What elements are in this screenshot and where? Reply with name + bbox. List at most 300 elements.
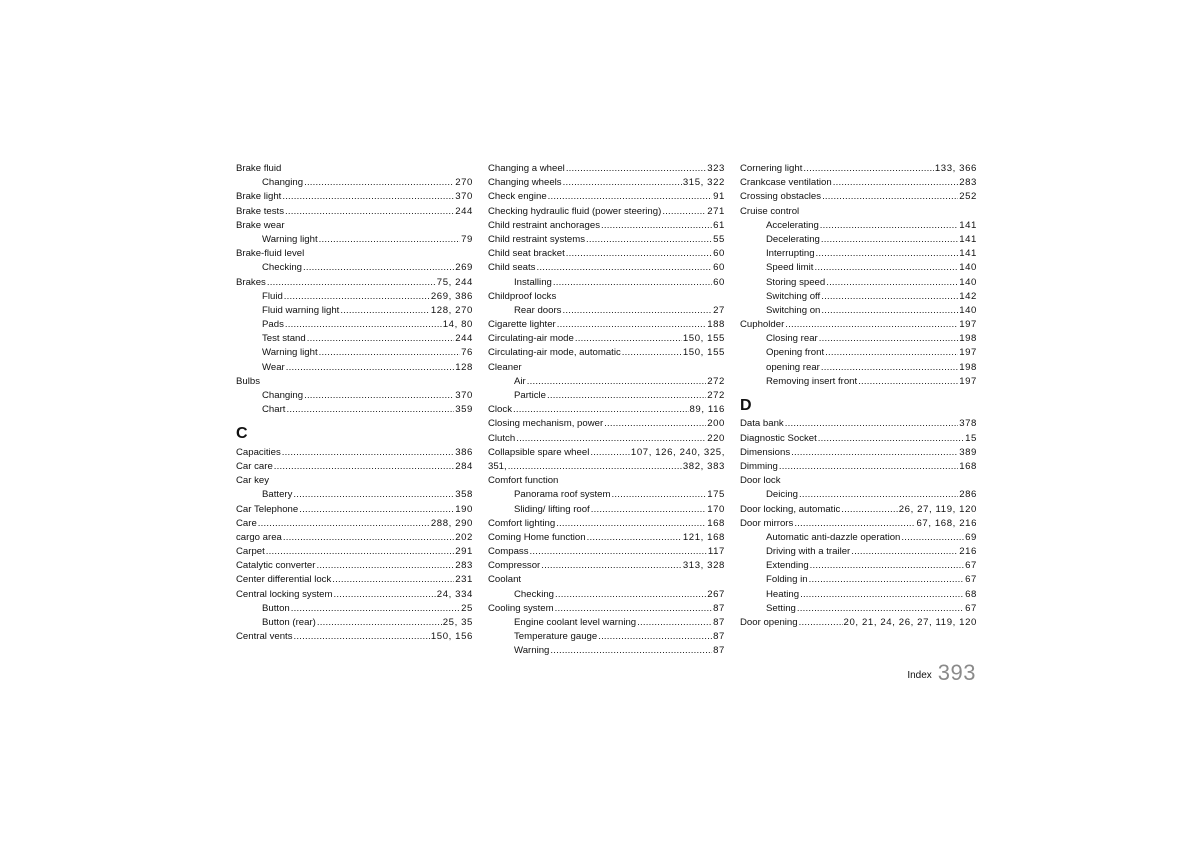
entry-label: Central locking system xyxy=(236,588,333,600)
entry-label: Changing a wheel xyxy=(488,163,565,174)
index-subentry xyxy=(236,361,473,375)
entry-label: Checking xyxy=(514,588,554,600)
dot-leader xyxy=(822,190,958,204)
page-reference: 141 xyxy=(959,233,977,245)
page-reference: 55 xyxy=(713,233,725,245)
dot-leader xyxy=(809,573,965,587)
page-reference: 25, 35 xyxy=(442,617,473,629)
index-entry xyxy=(740,318,977,332)
dot-leader xyxy=(267,276,436,290)
dot-leader xyxy=(820,219,958,233)
page-reference: 67, 168, 216 xyxy=(916,517,977,529)
dot-leader xyxy=(304,389,454,403)
dot-leader xyxy=(562,304,712,318)
index-entry xyxy=(236,559,473,573)
index-entry xyxy=(488,219,725,233)
dot-leader xyxy=(303,261,454,275)
entry-label: Data bank xyxy=(740,418,784,430)
index-entry xyxy=(488,602,725,616)
page-reference: 270 xyxy=(455,177,473,189)
page-reference: 140 xyxy=(959,304,977,316)
dot-leader xyxy=(779,460,958,474)
index-subentry xyxy=(740,219,977,233)
dot-leader xyxy=(810,559,964,573)
page-reference: 288, 290 xyxy=(430,517,473,529)
index-subentry xyxy=(740,290,977,304)
index-subentry xyxy=(236,389,473,403)
index-subentry xyxy=(236,304,473,318)
entry-label: Changing wheels xyxy=(488,177,562,189)
index-entry xyxy=(236,517,473,531)
entry-label: Car key xyxy=(236,475,270,487)
index-subentry xyxy=(740,247,977,261)
page-reference: 389 xyxy=(959,446,977,458)
entry-label: Panorama roof system xyxy=(514,489,611,501)
page-reference: 91 xyxy=(713,191,725,203)
entry-label: Closing mechanism, power xyxy=(488,418,604,430)
index-entry xyxy=(740,432,977,446)
entry-label: Pads xyxy=(262,319,284,331)
dot-leader xyxy=(575,332,682,346)
entry-label: Warning xyxy=(514,645,550,657)
entry-label: Central vents xyxy=(236,631,293,643)
entry-label: Brake fluid xyxy=(236,163,282,174)
index-entry xyxy=(488,346,725,360)
index-subentry xyxy=(236,332,473,346)
dot-leader xyxy=(285,318,442,332)
dot-leader xyxy=(797,602,964,616)
dot-leader xyxy=(553,276,712,290)
dot-leader xyxy=(851,545,958,559)
entry-label: Door mirrors xyxy=(740,517,794,529)
index-entry xyxy=(488,432,725,446)
page-reference: 140 xyxy=(959,262,977,274)
entry-label: Crossing obstacles xyxy=(740,191,822,203)
page-reference: 79 xyxy=(461,233,473,245)
index-entry xyxy=(488,545,725,559)
index-subentry xyxy=(236,318,473,332)
page-reference: 107, 126, 240, 325, xyxy=(630,446,725,458)
dot-leader xyxy=(821,361,958,375)
index-subentry xyxy=(740,531,977,545)
entry-label: Setting xyxy=(766,602,796,614)
entry-label: Compass xyxy=(488,546,529,558)
page-reference: 27 xyxy=(713,304,725,316)
page-reference: 252 xyxy=(959,191,977,203)
index-entry xyxy=(488,403,725,417)
entry-label: Carpet xyxy=(236,546,265,558)
dot-leader xyxy=(901,531,964,545)
index-entry xyxy=(488,531,725,545)
entry-label: Warning light xyxy=(262,347,318,359)
entry-label: Cupholder xyxy=(740,319,785,331)
dot-leader xyxy=(317,616,442,630)
entry-label: Cigarette lighter xyxy=(488,319,556,331)
index-subentry xyxy=(488,503,725,517)
entry-label: Air xyxy=(514,375,526,387)
page-reference: 313, 328 xyxy=(682,560,725,572)
page-reference: 25 xyxy=(461,602,473,614)
page-reference: 220 xyxy=(707,432,725,444)
page-reference: 67 xyxy=(965,560,977,572)
entry-label: Heating xyxy=(766,588,800,600)
page-reference: 61 xyxy=(713,219,725,231)
index-subentry xyxy=(488,389,725,403)
entry-label: Care xyxy=(236,517,257,529)
dot-leader xyxy=(284,290,430,304)
page-reference: 267 xyxy=(707,588,725,600)
entry-label: Temperature gauge xyxy=(514,631,598,643)
dot-leader xyxy=(286,403,454,417)
page-reference: 359 xyxy=(455,404,473,416)
index-subentry xyxy=(236,176,473,190)
index-entry xyxy=(488,474,725,488)
entry-label: Closing rear xyxy=(766,333,818,345)
entry-label: Circulating-air mode xyxy=(488,333,574,345)
page-reference: 358 xyxy=(455,489,473,501)
index-subentry xyxy=(488,375,725,389)
dot-leader xyxy=(800,588,964,602)
entry-label: Deicing xyxy=(766,489,798,501)
index-subentry xyxy=(740,545,977,559)
dot-leader xyxy=(821,233,958,247)
page-reference: 382, 383 xyxy=(682,460,725,472)
index-subentry xyxy=(740,602,977,616)
index-entry xyxy=(488,332,725,346)
dot-leader xyxy=(598,630,712,644)
index-subentry xyxy=(488,630,725,644)
dot-leader xyxy=(274,460,454,474)
dot-leader xyxy=(858,375,958,389)
page-reference: 67 xyxy=(965,602,977,614)
entry-label: Brake-fluid level xyxy=(236,248,305,260)
dot-leader xyxy=(591,503,706,517)
page-reference: 121, 168 xyxy=(682,531,725,543)
entry-label: Folding in xyxy=(766,574,808,586)
index-subentry xyxy=(740,559,977,573)
dot-leader xyxy=(293,488,454,502)
page-reference: 197 xyxy=(959,375,977,387)
entry-label: Storing speed xyxy=(766,276,826,288)
entry-label: Button (rear) xyxy=(262,617,316,629)
page-reference: 26, 27, 119, 120 xyxy=(898,503,977,515)
dot-leader xyxy=(316,559,454,573)
page-reference: 24, 334 xyxy=(436,588,473,600)
index-entry xyxy=(740,460,977,474)
index-subentry xyxy=(488,588,725,602)
index-subentry xyxy=(488,616,725,630)
index-entry xyxy=(236,573,473,587)
index-entry xyxy=(236,446,473,460)
index-subentry xyxy=(740,588,977,602)
index-entry xyxy=(236,375,473,389)
index-entry xyxy=(236,276,473,290)
index-entry xyxy=(740,417,977,431)
page-number: 393 xyxy=(937,660,976,685)
entry-label: Speed limit xyxy=(766,262,814,274)
index-entry xyxy=(740,517,977,531)
dot-leader xyxy=(841,503,898,517)
entry-label: Child restraint systems xyxy=(488,233,586,245)
entry-label: Diagnostic Socket xyxy=(740,432,817,444)
dot-leader xyxy=(556,517,706,531)
page-reference: 69 xyxy=(965,531,977,543)
entry-label: cargo area xyxy=(236,531,282,543)
dot-leader xyxy=(803,162,933,176)
index-column-2 xyxy=(488,162,725,659)
entry-label: Extending xyxy=(766,560,809,572)
entry-label: Checking hydraulic fluid (power steering) xyxy=(488,205,662,217)
entry-label: Switching off xyxy=(766,290,821,302)
page-reference: 133, 366 xyxy=(934,163,977,174)
entry-label: Collapsible spare wheel xyxy=(488,446,590,458)
page-reference: 202 xyxy=(455,531,473,543)
dot-leader xyxy=(304,176,454,190)
entry-label: Opening front xyxy=(766,347,825,359)
page-reference: 87 xyxy=(713,617,725,628)
index-entry xyxy=(236,503,473,517)
entry-label: Coming Home function xyxy=(488,531,586,543)
index-entry xyxy=(488,559,725,573)
entry-label: Warning light xyxy=(262,233,318,245)
page-reference: 87 xyxy=(713,631,725,643)
page-reference: 198 xyxy=(959,333,977,345)
entry-label: Comfort function xyxy=(488,475,559,487)
index-subentry xyxy=(488,276,725,290)
entry-label: Coolant xyxy=(488,574,522,586)
index-entry xyxy=(236,162,473,176)
index-entry xyxy=(740,616,977,630)
page-reference: 269, 386 xyxy=(430,290,473,302)
entry-label: Rear doors xyxy=(514,304,562,316)
page-reference: 60 xyxy=(713,276,725,288)
entry-label: Car Telephone xyxy=(236,503,299,515)
entry-label: Crankcase ventilation xyxy=(740,177,832,189)
index-subentry xyxy=(236,488,473,502)
page-reference: 150, 155 xyxy=(682,333,725,345)
dot-leader xyxy=(516,432,706,446)
index-entry xyxy=(236,588,473,602)
dot-leader xyxy=(548,190,712,204)
index-entry xyxy=(488,517,725,531)
dot-leader xyxy=(285,205,454,219)
dot-leader xyxy=(821,290,958,304)
index-subentry xyxy=(740,261,977,275)
index-subentry xyxy=(236,290,473,304)
dot-leader xyxy=(825,346,958,360)
index-subentry xyxy=(740,375,977,389)
page-reference: 141 xyxy=(959,248,977,260)
dot-leader xyxy=(334,588,436,602)
page-reference: 269 xyxy=(455,262,473,274)
index-subentry xyxy=(740,361,977,375)
page-reference: 60 xyxy=(713,262,725,274)
dot-leader xyxy=(282,190,454,204)
dot-leader xyxy=(794,517,915,531)
page-reference: 87 xyxy=(713,602,725,614)
page-reference: 198 xyxy=(959,361,977,373)
entry-label: Dimensions xyxy=(740,446,791,458)
page-reference: 140 xyxy=(959,276,977,288)
entry-label: Door locking, automatic xyxy=(740,503,841,515)
page-reference: 370 xyxy=(455,191,473,203)
page-footer xyxy=(880,660,976,686)
page-reference: 117 xyxy=(707,546,725,558)
index-subentry xyxy=(740,304,977,318)
dot-leader xyxy=(785,417,958,431)
section-letter-heading: D xyxy=(740,397,752,414)
page-reference: 20, 21, 24, 26, 27, 119, 120 xyxy=(843,617,977,629)
page-reference: 128, 270 xyxy=(430,304,473,316)
dot-leader xyxy=(258,517,430,531)
entry-label: Particle xyxy=(514,390,546,401)
page-reference: 370 xyxy=(455,390,473,401)
entry-label: Brake tests xyxy=(236,205,284,217)
index-entry xyxy=(488,318,725,332)
index-column-3 xyxy=(740,162,977,630)
dot-leader xyxy=(294,630,430,644)
entry-label: Capacities xyxy=(236,446,281,458)
entry-label: Comfort lighting xyxy=(488,517,556,529)
page-reference: 170 xyxy=(707,503,725,515)
index-subentry xyxy=(740,346,977,360)
dot-leader xyxy=(332,573,454,587)
entry-label: Installing xyxy=(514,276,552,288)
page-reference: 231 xyxy=(455,574,473,586)
entry-label: Clock xyxy=(488,404,512,416)
index-entry xyxy=(236,531,473,545)
dot-leader xyxy=(513,403,689,417)
dot-leader xyxy=(307,332,454,346)
dot-leader xyxy=(541,559,682,573)
page-reference: 68 xyxy=(965,588,977,600)
entry-label: Cooling system xyxy=(488,602,554,614)
entry-label: Cornering light xyxy=(740,163,803,174)
index-entry xyxy=(488,261,725,275)
index-entry xyxy=(236,219,473,233)
entry-label: Door lock xyxy=(740,475,781,487)
index-entry xyxy=(740,176,977,190)
page-reference: 60 xyxy=(713,248,725,260)
entry-label: Sliding/ lifting roof xyxy=(514,503,590,515)
dot-leader xyxy=(536,261,712,275)
dot-leader xyxy=(286,361,454,375)
page-reference: 386 xyxy=(455,446,473,458)
index-subentry xyxy=(488,644,725,658)
entry-label: Automatic anti-dazzle operation xyxy=(766,531,901,543)
index-entry xyxy=(488,290,725,304)
page-reference: 244 xyxy=(455,333,473,345)
page-reference: 197 xyxy=(959,347,977,359)
dot-leader xyxy=(821,304,958,318)
entry-label: Accelerating xyxy=(766,219,819,231)
dot-leader xyxy=(555,588,706,602)
dot-leader xyxy=(563,176,682,190)
index-entry xyxy=(488,361,725,375)
index-subentry xyxy=(740,573,977,587)
dot-leader xyxy=(785,318,958,332)
page-reference: 67 xyxy=(965,574,977,586)
entry-label: Cruise control xyxy=(740,205,800,217)
entry-label: Changing xyxy=(262,177,304,189)
index-entry xyxy=(488,247,725,261)
dot-leader xyxy=(282,446,454,460)
page-reference: 284 xyxy=(455,460,473,472)
page-reference: 168 xyxy=(707,517,725,529)
entry-label: Button xyxy=(262,602,290,614)
page-reference: 14, 80 xyxy=(442,319,473,331)
entry-label: Check engine xyxy=(488,191,547,203)
entry-label: Interrupting xyxy=(766,248,815,260)
dot-leader xyxy=(566,247,712,261)
entry-label: Changing xyxy=(262,390,304,401)
dot-leader xyxy=(799,488,958,502)
entry-label: Fluid warning light xyxy=(262,304,340,316)
page-reference: 89, 116 xyxy=(689,404,725,416)
index-subentry xyxy=(740,488,977,502)
dot-leader xyxy=(299,503,454,517)
index-entry xyxy=(740,446,977,460)
page-reference: 188 xyxy=(707,319,725,331)
dot-leader xyxy=(637,616,712,630)
entry-label: Brakes xyxy=(236,276,266,288)
entry-label: Brake light xyxy=(236,191,282,203)
dot-leader xyxy=(590,446,630,460)
page-reference: 150, 155 xyxy=(682,347,725,359)
page-reference: 283 xyxy=(455,560,473,572)
index-subentry xyxy=(740,233,977,247)
page-reference: 323 xyxy=(707,163,725,174)
index-entry xyxy=(488,233,725,247)
entry-label: Child seats xyxy=(488,262,536,274)
dot-leader xyxy=(508,460,682,474)
entry-label: Removing insert front xyxy=(766,375,858,387)
index-subentry xyxy=(236,403,473,417)
entry-label: Checking xyxy=(262,262,302,274)
entry-label: Catalytic converter xyxy=(236,560,316,572)
index-entry xyxy=(488,417,725,431)
entry-label: Test stand xyxy=(262,333,306,345)
dot-leader xyxy=(819,332,958,346)
index-subentry xyxy=(236,261,473,275)
dot-leader xyxy=(530,545,707,559)
dot-leader xyxy=(791,446,958,460)
index-entry xyxy=(740,205,977,219)
dot-leader xyxy=(622,346,682,360)
page-reference: 168 xyxy=(959,460,977,472)
dot-leader xyxy=(601,219,712,233)
page-reference: 200 xyxy=(707,418,725,430)
dot-leader xyxy=(604,417,706,431)
dot-leader xyxy=(587,531,682,545)
page-reference: 271 xyxy=(707,205,725,217)
page-reference: 75, 244 xyxy=(436,276,473,288)
entry-label: Wear xyxy=(262,361,285,373)
entry-label: Chart xyxy=(262,404,286,416)
dot-leader xyxy=(319,233,460,247)
index-subentry xyxy=(236,602,473,616)
entry-label: Bulbs xyxy=(236,375,260,387)
index-entry xyxy=(488,573,725,587)
dot-leader xyxy=(319,346,460,360)
page-reference: 216 xyxy=(959,546,977,558)
index-entry xyxy=(740,503,977,517)
dot-leader xyxy=(547,389,706,403)
index-entry xyxy=(740,162,977,176)
entry-label: Center differential lock xyxy=(236,574,332,586)
dot-leader xyxy=(826,276,958,290)
entry-label: Brake wear xyxy=(236,219,285,231)
